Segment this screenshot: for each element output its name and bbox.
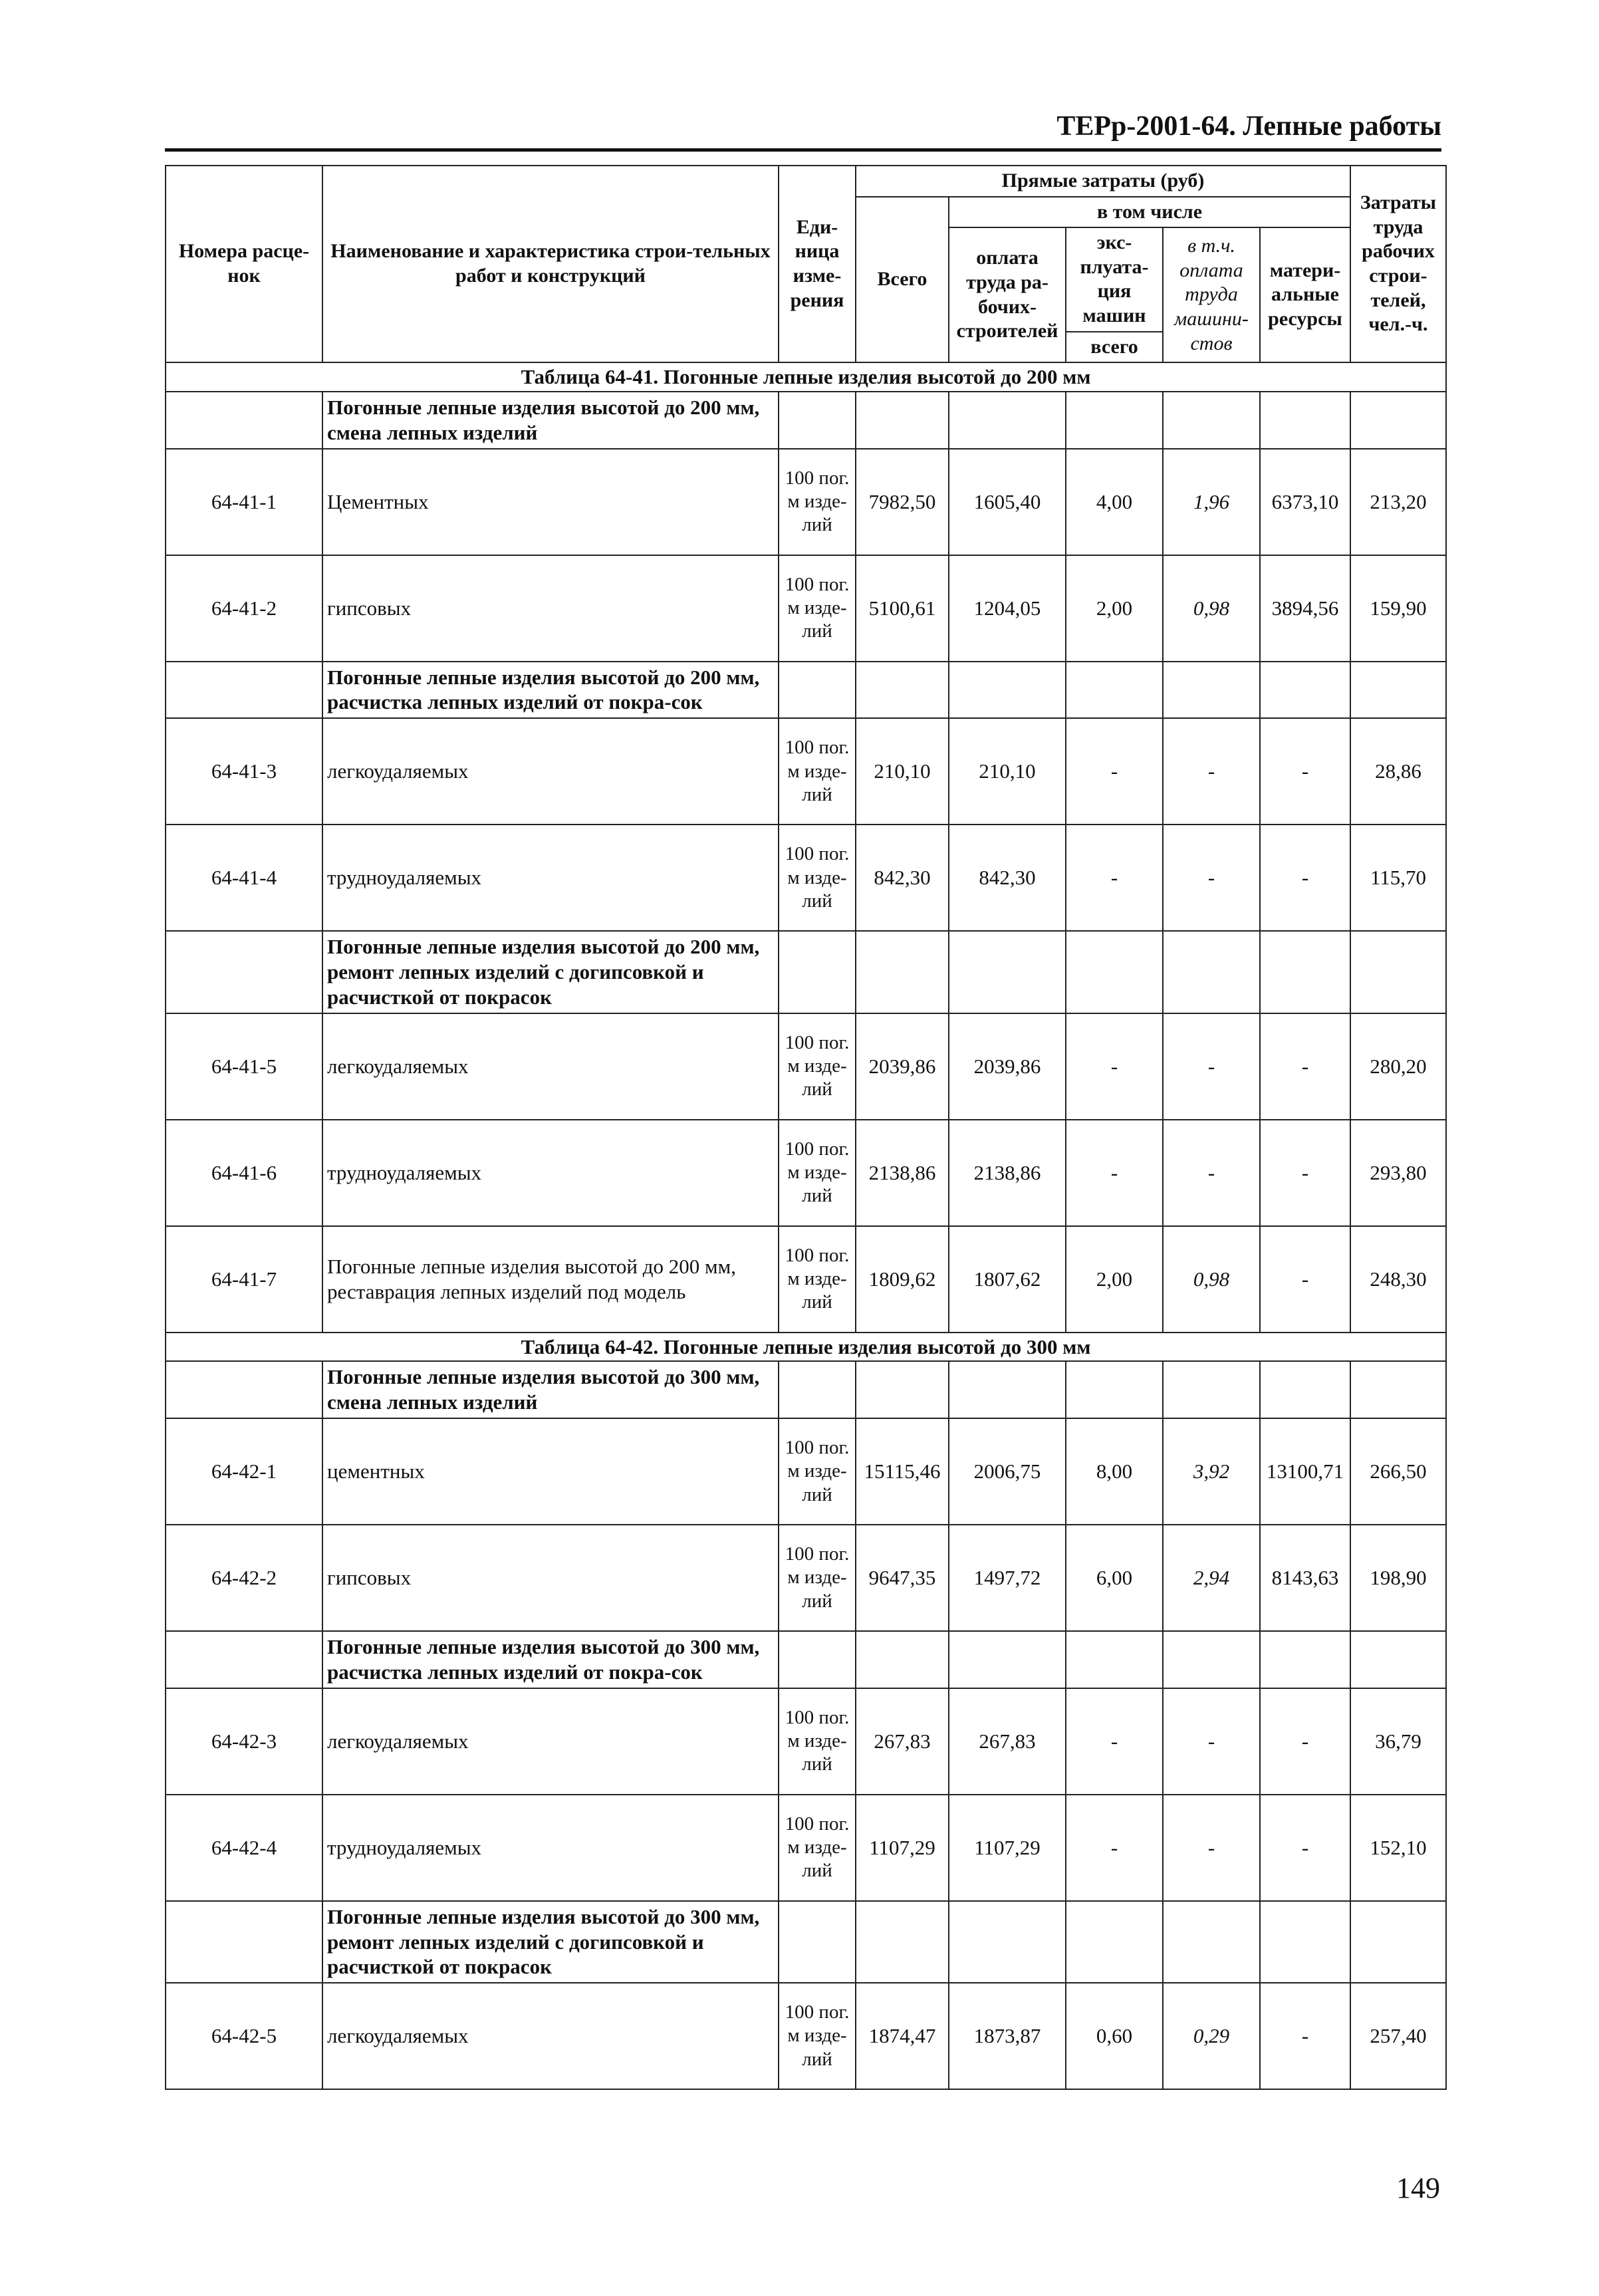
machines-cell: - <box>1066 825 1163 931</box>
empty-cell <box>856 931 949 1013</box>
rate-code: 64-41-6 <box>166 1120 322 1226</box>
group-title: Погонные лепные изделия высотой до 300 мм, смена лепных изделий <box>322 1361 779 1418</box>
materials-cell: - <box>1260 825 1350 931</box>
empty-cell <box>856 1901 949 1983</box>
empty-cell <box>1163 662 1260 719</box>
empty-cell <box>1260 392 1350 449</box>
labor-cell: 115,70 <box>1350 825 1446 931</box>
group-title: Погонные лепные изделия высотой до 200 мм, смена лепных изделий <box>322 392 779 449</box>
empty-cell <box>1350 392 1446 449</box>
materials-cell: - <box>1260 1688 1350 1795</box>
unit-cell: 100 пог. м изде-лий <box>779 449 856 555</box>
empty-cell <box>1163 1631 1260 1688</box>
labor-cell: 280,20 <box>1350 1013 1446 1120</box>
empty-cell <box>1350 931 1446 1013</box>
table-row <box>166 555 1446 662</box>
table-row <box>166 1418 1446 1525</box>
labor-cell: 36,79 <box>1350 1688 1446 1795</box>
machinist-wage-cell: - <box>1163 825 1260 931</box>
group-title-row <box>166 392 1446 449</box>
materials-cell: 8143,63 <box>1260 1525 1350 1631</box>
machines-cell: - <box>1066 1013 1163 1120</box>
labor-cell: 293,80 <box>1350 1120 1446 1226</box>
page-number: 149 <box>1396 2172 1440 2204</box>
rate-code: 64-42-3 <box>166 1688 322 1795</box>
empty-cell <box>1066 1631 1163 1688</box>
rate-code: 64-41-1 <box>166 449 322 555</box>
total-cell: 5100,61 <box>856 555 949 662</box>
unit-cell: 100 пог. м изде-лий <box>779 555 856 662</box>
col-header-wage: оплата труда ра-бочих-строителей <box>949 227 1066 362</box>
empty-cell <box>1066 931 1163 1013</box>
empty-cell <box>856 392 949 449</box>
table-row <box>166 1983 1446 2089</box>
empty-cell <box>856 662 949 719</box>
empty-cell <box>1066 1361 1163 1418</box>
total-cell: 2039,86 <box>856 1013 949 1120</box>
work-name: трудноудаляемых <box>322 1795 779 1901</box>
total-cell: 210,10 <box>856 718 949 825</box>
group-code-cell <box>166 392 322 449</box>
machinist-wage-cell: - <box>1163 1688 1260 1795</box>
col-header-name: Наименование и характеристика строи-тельных работ и конструкций <box>322 166 779 362</box>
rate-code: 64-42-2 <box>166 1525 322 1631</box>
table-row <box>166 825 1446 931</box>
empty-cell <box>949 1901 1066 1983</box>
materials-cell: - <box>1260 1983 1350 2089</box>
machines-cell: 4,00 <box>1066 449 1163 555</box>
empty-cell <box>949 662 1066 719</box>
table-row <box>166 718 1446 825</box>
materials-cell: - <box>1260 1013 1350 1120</box>
total-cell: 15115,46 <box>856 1418 949 1525</box>
machinist-wage-cell: 1,96 <box>1163 449 1260 555</box>
wage-cell: 2039,86 <box>949 1013 1066 1120</box>
work-name: цементных <box>322 1418 779 1525</box>
machines-cell: 2,00 <box>1066 555 1163 662</box>
labor-cell: 248,30 <box>1350 1226 1446 1333</box>
work-name: легкоудаляемых <box>322 718 779 825</box>
table-body <box>166 362 1446 2089</box>
group-title-row <box>166 1361 1446 1418</box>
unit-cell: 100 пог. м изде-лий <box>779 1525 856 1631</box>
machines-cell: 0,60 <box>1066 1983 1163 2089</box>
labor-cell: 257,40 <box>1350 1983 1446 2089</box>
group-title-row <box>166 662 1446 719</box>
total-cell: 1874,47 <box>856 1983 949 2089</box>
total-cell: 7982,50 <box>856 449 949 555</box>
machines-cell: - <box>1066 1688 1163 1795</box>
work-name: Цементных <box>322 449 779 555</box>
materials-cell: - <box>1260 1120 1350 1226</box>
wage-cell: 2138,86 <box>949 1120 1066 1226</box>
col-header-machines-total: всего <box>1066 332 1163 363</box>
work-name: гипсовых <box>322 555 779 662</box>
group-title-row <box>166 1631 1446 1688</box>
machinist-wage-cell: - <box>1163 1795 1260 1901</box>
machinist-wage-cell: - <box>1163 1120 1260 1226</box>
rate-code: 64-41-5 <box>166 1013 322 1120</box>
col-header-materials: матери-альные ресурсы <box>1260 227 1350 362</box>
wage-cell: 1605,40 <box>949 449 1066 555</box>
empty-cell <box>949 931 1066 1013</box>
col-header-machines: экс-плуата-ция машин <box>1066 227 1163 331</box>
wage-cell: 1107,29 <box>949 1795 1066 1901</box>
empty-cell <box>949 1631 1066 1688</box>
empty-cell <box>779 1631 856 1688</box>
work-name: легкоудаляемых <box>322 1688 779 1795</box>
materials-cell: - <box>1260 1795 1350 1901</box>
group-title-row <box>166 1901 1446 1983</box>
labor-cell: 198,90 <box>1350 1525 1446 1631</box>
empty-cell <box>779 662 856 719</box>
total-cell: 1107,29 <box>856 1795 949 1901</box>
materials-cell: 13100,71 <box>1260 1418 1350 1525</box>
empty-cell <box>1260 1361 1350 1418</box>
empty-cell <box>779 392 856 449</box>
unit-cell: 100 пог. м изде-лий <box>779 1795 856 1901</box>
work-name: трудноудаляемых <box>322 825 779 931</box>
section-title: Таблица 64-41. Погонные лепные изделия высотой до 200 мм <box>166 362 1446 392</box>
empty-cell <box>779 1901 856 1983</box>
empty-cell <box>1350 1361 1446 1418</box>
col-header-including: в том числе <box>949 197 1350 228</box>
labor-cell: 28,86 <box>1350 718 1446 825</box>
section-title-row <box>166 1333 1446 1362</box>
table-row <box>166 1795 1446 1901</box>
empty-cell <box>1066 662 1163 719</box>
rate-code: 64-42-4 <box>166 1795 322 1901</box>
rate-code: 64-41-2 <box>166 555 322 662</box>
total-cell: 842,30 <box>856 825 949 931</box>
materials-cell: 3894,56 <box>1260 555 1350 662</box>
group-code-cell <box>166 1631 322 1688</box>
machinist-wage-cell: 0,98 <box>1163 555 1260 662</box>
document-title: ТЕРр-2001-64. Лепные работы <box>1056 111 1441 142</box>
empty-cell <box>1260 931 1350 1013</box>
wage-cell: 1497,72 <box>949 1525 1066 1631</box>
table-row <box>166 449 1446 555</box>
wage-cell: 210,10 <box>949 718 1066 825</box>
table-row <box>166 1226 1446 1333</box>
machinist-wage-cell: 0,98 <box>1163 1226 1260 1333</box>
table-row <box>166 1525 1446 1631</box>
col-header-unit: Еди-ница изме-рения <box>779 166 856 362</box>
col-header-labor: Затраты труда рабочих строи-телей, чел.-ч. <box>1350 166 1446 362</box>
col-header-total: Всего <box>856 197 949 363</box>
rate-code: 64-42-5 <box>166 1983 322 2089</box>
unit-cell: 100 пог. м изде-лий <box>779 1013 856 1120</box>
total-cell: 9647,35 <box>856 1525 949 1631</box>
group-code-cell <box>166 1361 322 1418</box>
work-name: трудноудаляемых <box>322 1120 779 1226</box>
empty-cell <box>949 392 1066 449</box>
wage-cell: 1873,87 <box>949 1983 1066 2089</box>
total-cell: 267,83 <box>856 1688 949 1795</box>
rates-table <box>165 165 1447 2090</box>
empty-cell <box>1163 931 1260 1013</box>
empty-cell <box>1163 1361 1260 1418</box>
empty-cell <box>1163 392 1260 449</box>
group-code-cell <box>166 662 322 719</box>
work-name: легкоудаляемых <box>322 1013 779 1120</box>
machines-cell: - <box>1066 718 1163 825</box>
table-row <box>166 1120 1446 1226</box>
group-title: Погонные лепные изделия высотой до 200 мм, расчистка лепных изделий от покра-сок <box>322 662 779 719</box>
materials-cell: - <box>1260 1226 1350 1333</box>
machines-cell: - <box>1066 1120 1163 1226</box>
empty-cell <box>1163 1901 1260 1983</box>
machines-cell: 8,00 <box>1066 1418 1163 1525</box>
empty-cell <box>1066 392 1163 449</box>
total-cell: 1809,62 <box>856 1226 949 1333</box>
machines-cell: - <box>1066 1795 1163 1901</box>
group-title: Погонные лепные изделия высотой до 300 мм, ремонт лепных изделий с догипсовкой и расчисткой от покрасок <box>322 1901 779 1983</box>
group-code-cell <box>166 931 322 1013</box>
group-title: Погонные лепные изделия высотой до 200 мм, ремонт лепных изделий с догипсовкой и расчисткой от покрасок <box>322 931 779 1013</box>
labor-cell: 152,10 <box>1350 1795 1446 1901</box>
work-name: Погонные лепные изделия высотой до 200 мм, реставрация лепных изделий под модель <box>322 1226 779 1333</box>
labor-cell: 159,90 <box>1350 555 1446 662</box>
rate-code: 64-41-3 <box>166 718 322 825</box>
empty-cell <box>1066 1901 1163 1983</box>
machinist-wage-cell: - <box>1163 1013 1260 1120</box>
empty-cell <box>1260 662 1350 719</box>
section-title: Таблица 64-42. Погонные лепные изделия высотой до 300 мм <box>166 1333 1446 1362</box>
total-cell: 2138,86 <box>856 1120 949 1226</box>
labor-cell: 266,50 <box>1350 1418 1446 1525</box>
section-title-row <box>166 362 1446 392</box>
work-name: легкоудаляемых <box>322 1983 779 2089</box>
wage-cell: 267,83 <box>949 1688 1066 1795</box>
empty-cell <box>1350 1901 1446 1983</box>
rate-code: 64-41-4 <box>166 825 322 931</box>
unit-cell: 100 пог. м изде-лий <box>779 1688 856 1795</box>
labor-cell: 213,20 <box>1350 449 1446 555</box>
work-name: гипсовых <box>322 1525 779 1631</box>
group-title: Погонные лепные изделия высотой до 300 мм, расчистка лепных изделий от покра-сок <box>322 1631 779 1688</box>
unit-cell: 100 пог. м изде-лий <box>779 1418 856 1525</box>
unit-cell: 100 пог. м изде-лий <box>779 718 856 825</box>
materials-cell: 6373,10 <box>1260 449 1350 555</box>
machines-cell: 2,00 <box>1066 1226 1163 1333</box>
machines-cell: 6,00 <box>1066 1525 1163 1631</box>
header-rule <box>165 148 1441 152</box>
empty-cell <box>779 931 856 1013</box>
empty-cell <box>856 1631 949 1688</box>
rate-code: 64-42-1 <box>166 1418 322 1525</box>
machinist-wage-cell: 3,92 <box>1163 1418 1260 1525</box>
machinist-wage-cell: - <box>1163 718 1260 825</box>
wage-cell: 842,30 <box>949 825 1066 931</box>
empty-cell <box>1260 1901 1350 1983</box>
wage-cell: 1204,05 <box>949 555 1066 662</box>
unit-cell: 100 пог. м изде-лий <box>779 1120 856 1226</box>
empty-cell <box>779 1361 856 1418</box>
col-header-code: Номера расце-нок <box>166 166 322 362</box>
page-header <box>165 108 1441 146</box>
empty-cell <box>1350 1631 1446 1688</box>
machinist-wage-cell: 0,29 <box>1163 1983 1260 2089</box>
group-title-row <box>166 931 1446 1013</box>
unit-cell: 100 пог. м изде-лий <box>779 1226 856 1333</box>
group-code-cell <box>166 1901 322 1983</box>
table-row <box>166 1013 1446 1120</box>
wage-cell: 2006,75 <box>949 1418 1066 1525</box>
unit-cell: 100 пог. м изде-лий <box>779 1983 856 2089</box>
table-row <box>166 1688 1446 1795</box>
rate-code: 64-41-7 <box>166 1226 322 1333</box>
col-header-machinist-wage: в т.ч. оплата труда машини-стов <box>1163 227 1260 362</box>
empty-cell <box>1350 662 1446 719</box>
table-header <box>166 166 1446 362</box>
machinist-wage-cell: 2,94 <box>1163 1525 1260 1631</box>
empty-cell <box>949 1361 1066 1418</box>
empty-cell <box>856 1361 949 1418</box>
materials-cell: - <box>1260 718 1350 825</box>
wage-cell: 1807,62 <box>949 1226 1066 1333</box>
col-header-direct-costs: Прямые затраты (руб) <box>856 166 1350 197</box>
empty-cell <box>1260 1631 1350 1688</box>
unit-cell: 100 пог. м изде-лий <box>779 825 856 931</box>
